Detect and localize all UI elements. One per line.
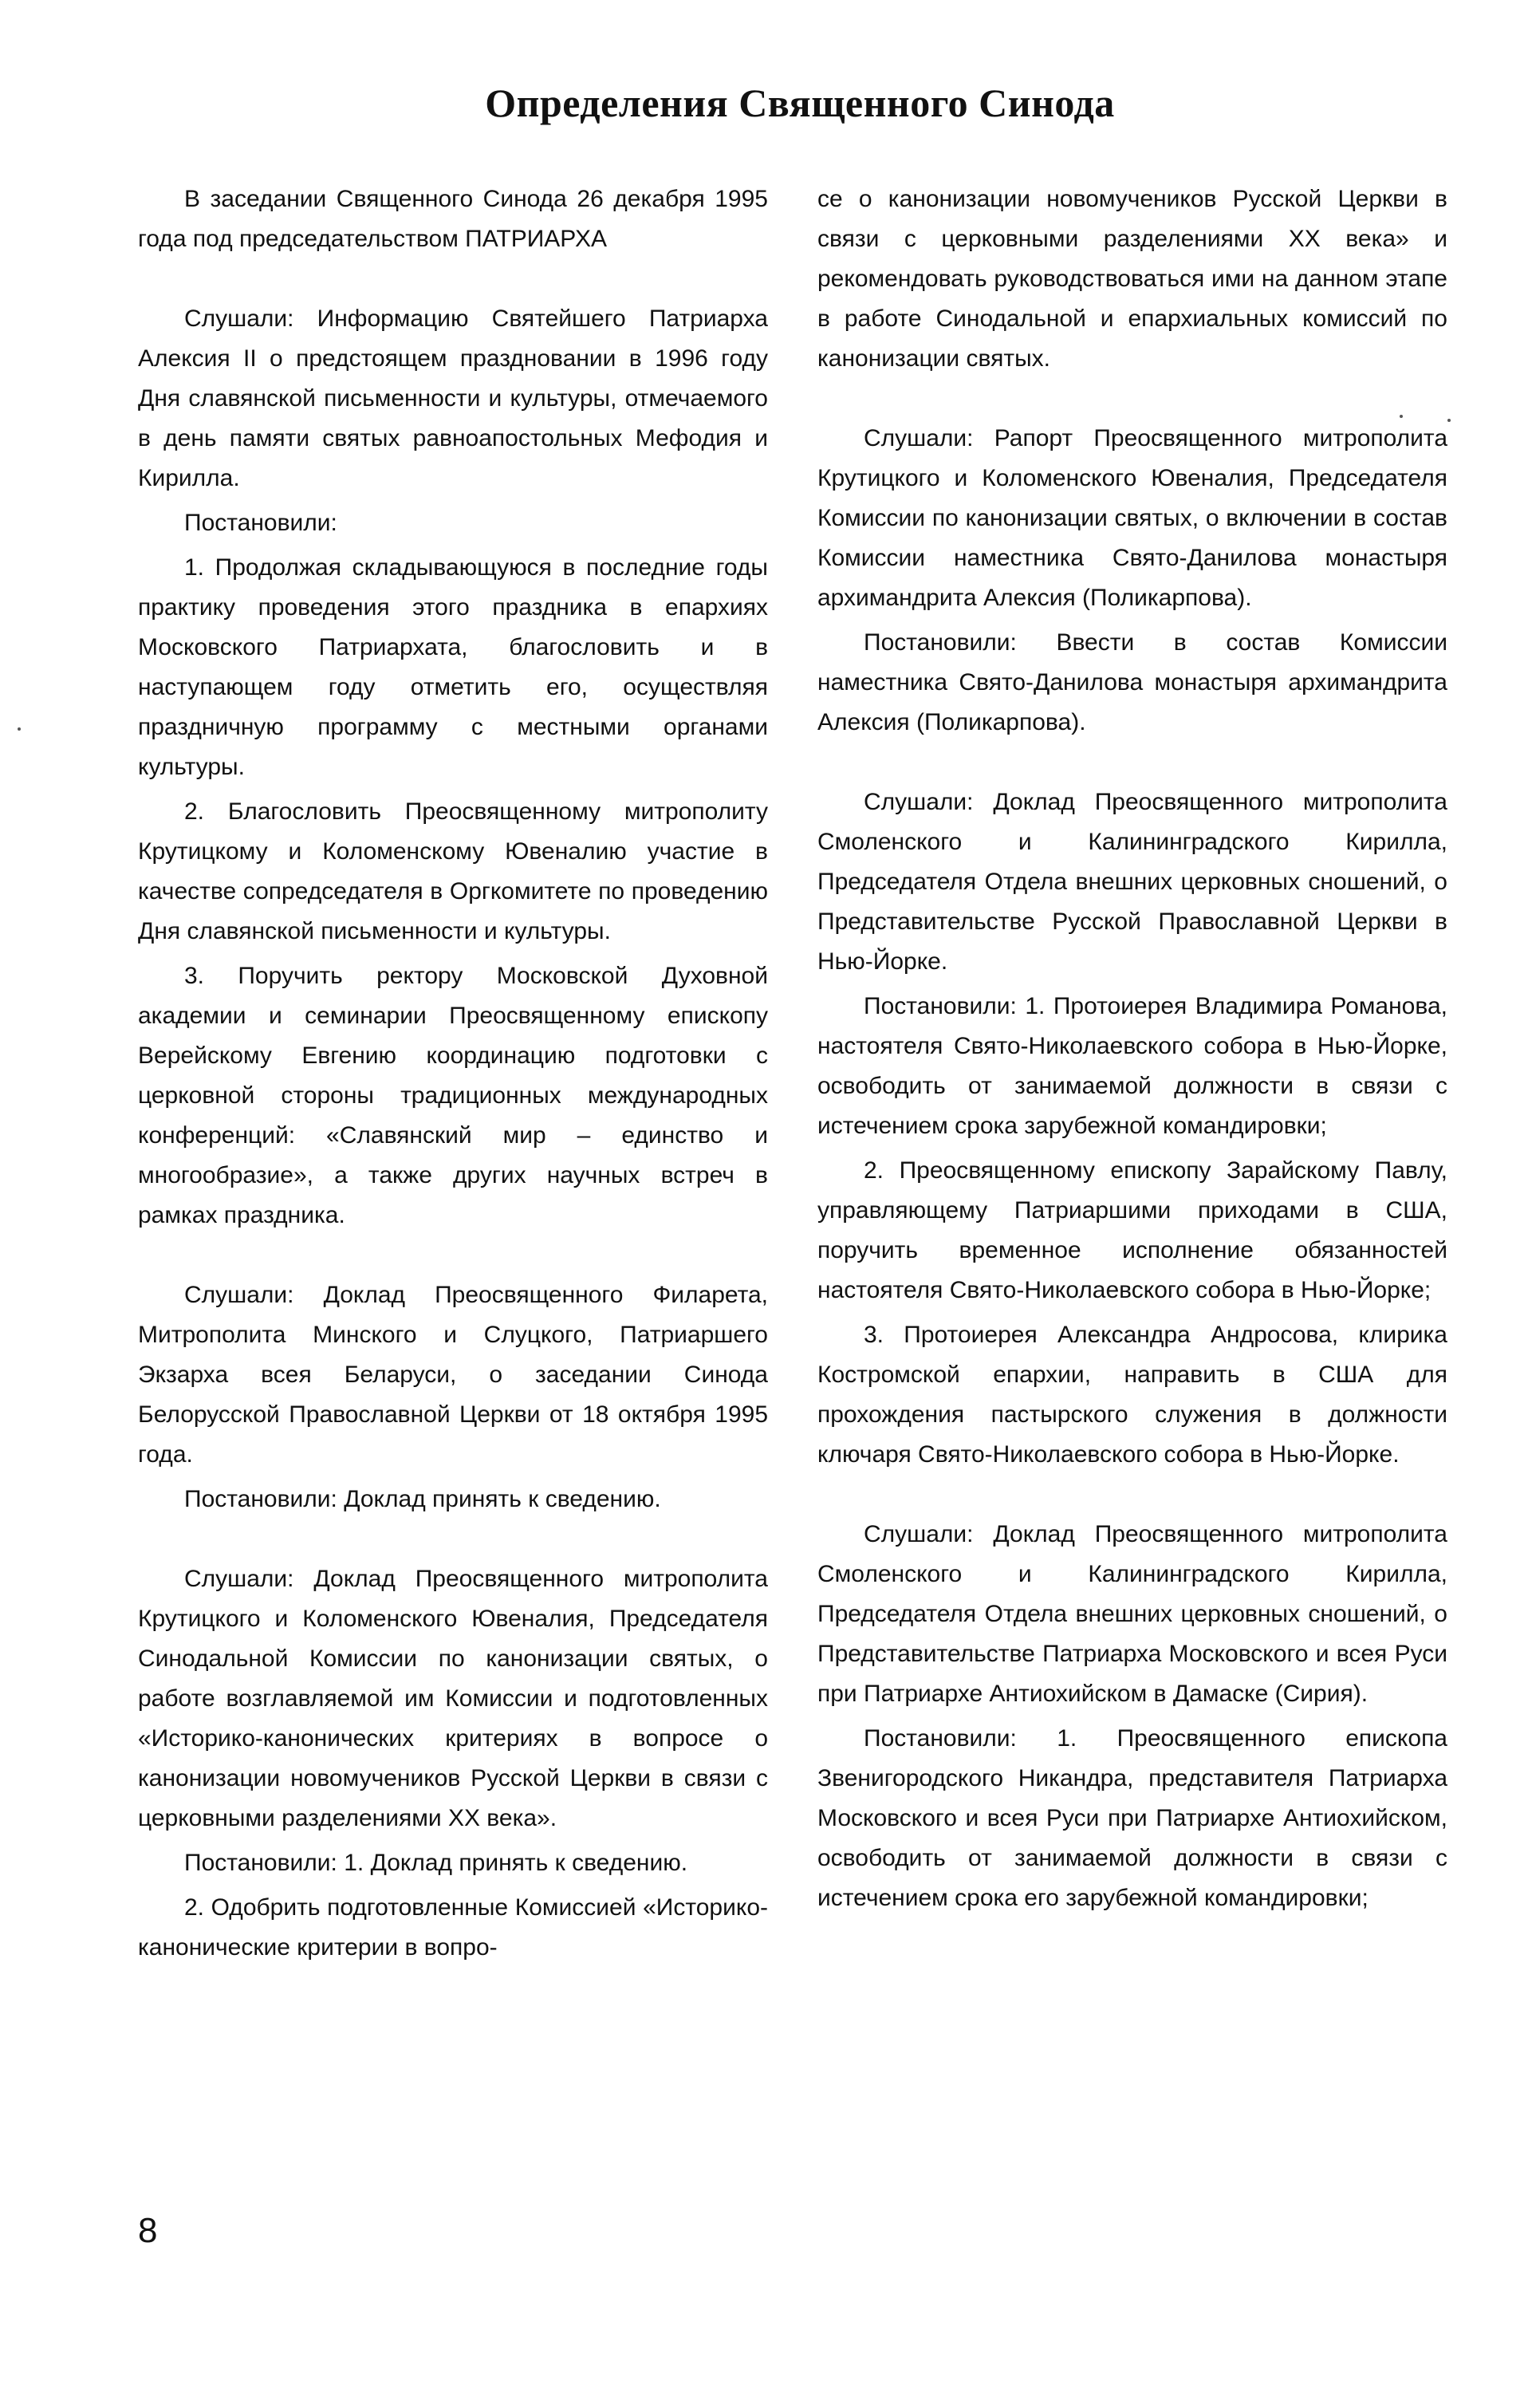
paragraph-resolved-canonization-2: 2. Одобрить подготовленные Комиссией «Историко-канонические критерии в вопро-: [138, 1894, 768, 1961]
paragraph-heard-belarus: Слушали: Доклад Преосвященного Филарета, Митрополита Минского и Слуцкого, Патриаршего Экзарха всея Беларуси, о заседании Синода Белорусской Православной Церкви от 18 октября 1995 года.: [138, 1282, 768, 1468]
scan-speck: [18, 727, 21, 731]
paragraph-resolved-damascus-1: Постановили: 1. Преосвященного епископа Звенигородского Никандра, представителя Патриарха Московского и всея Руси при Патриархе Антиохийском, освободить от занимаемой должности в связи с истечением срока его зарубежной командировки;: [817, 1725, 1447, 1911]
paragraph-heard-slavic-day: Слушали: Информацию Святейшего Патриарха Алексия II о предстоящем праздновании в 1996 году Дня славянской письменности и культуры, отмечаемого в день памяти святых равноапостольных Мефодия и Кирилла.: [138, 305, 768, 491]
paragraph-resolved-belarus: Постановили: Доклад принять к сведению.: [184, 1486, 661, 1512]
page-number: 8: [138, 2211, 158, 2250]
right-column: [817, 179, 1447, 1918]
paragraph-resolved-commission: Постановили: Ввести в состав Комиссии наместника Свято-Данилова монастыря архимандрита Алексия (Поликарпова).: [817, 629, 1447, 735]
paragraph-resolved-canonization-1: Постановили: 1. Доклад принять к сведению.: [184, 1850, 688, 1876]
session-intro: В заседании Священного Синода 26 декабря 1995 года под председательством ПАТРИАРХА: [138, 186, 768, 252]
left-column: [138, 179, 768, 1968]
paragraph-resolved-new-york-1: Постановили: 1. Протоиерея Владимира Романова, настоятеля Свято-Николаевского собора в Нью-Йорке, освободить от занимаемой должности в связи с истечением срока зарубежной командировки;: [817, 993, 1447, 1139]
scan-speck: [1400, 415, 1403, 418]
paragraph-resolution-1: 1. Продолжая складывающуюся в последние годы практику проведения этого праздника в епархиях Московского Патриархата, благословить и в наступающем году отметить его, осуществляя праздничную программу с местными органами культуры.: [138, 554, 768, 780]
paragraph-resolved-label: Постановили:: [184, 510, 337, 536]
page-title: Определения Священного Синода: [485, 81, 1115, 125]
paragraph-heard-damascus: Слушали: Доклад Преосвященного митрополита Смоленского и Калининградского Кирилла, Председателя Отдела внешних церковных сношений, о Представительстве Патриарха Московского и всея Руси при Патриархе Антиохийском в Дамаске (Сирия).: [817, 1521, 1447, 1707]
scan-speck: [1447, 419, 1451, 422]
paragraph-heard-commission-report: Слушали: Рапорт Преосвященного митрополита Крутицкого и Коломенского Ювеналия, Председателя Комиссии по канонизации святых, о включении в состав Комиссии наместника Свято-Данилова монастыря архимандрита Алексия (Поликарпова).: [817, 425, 1447, 611]
paragraph-resolution-3: 3. Поручить ректору Московской Духовной академии и семинарии Преосвященному епископу Верейскому Евгению координацию подготовки с церковной стороны традиционных международных конференций: «Славянский мир – единство и многообразие», а также других научных встреч в рамках праздника.: [138, 963, 768, 1228]
paragraph-heard-canonization: Слушали: Доклад Преосвященного митрополита Крутицкого и Коломенского Ювеналия, Председателя Синодальной Комиссии по канонизации святых, о работе возглавляемой им Комиссии и подготовленных «Историко-канонических критериях в вопросе о канонизации новомучеников Русской Церкви в связи с церковными разделениями XX века».: [138, 1566, 768, 1831]
paragraph-resolved-new-york-3: 3. Протоиерея Александра Андросова, клирика Костромской епархии, направить в США для прохождения пастырского служения в должности ключаря Свято-Николаевского собора в Нью-Йорке.: [817, 1322, 1447, 1468]
paragraph-heard-new-york: Слушали: Доклад Преосвященного митрополита Смоленского и Калининградского Кирилла, Председателя Отдела внешних церковных сношений, о Представительстве Русской Православной Церкви в Нью-Йорке.: [817, 789, 1447, 975]
paragraph-resolved-new-york-2: 2. Преосвященному епископу Зарайскому Павлу, управляющему Патриаршими приходами в США, поручить временное исполнение обязанностей настоятеля Свято-Николаевского собора в Нью-Йорке;: [817, 1157, 1447, 1303]
paragraph-resolution-2: 2. Благословить Преосвященному митрополиту Крутицкому и Коломенскому Ювеналию участие в качестве сопредседателя в Оргкомитете по проведению Дня славянской письменности и культуры.: [138, 798, 768, 944]
paragraph-canonization-continued: се о канонизации новомучеников Русской Церкви в связи с церковными разделениями XX века» и рекомендовать руководствоваться ими на данном этапе в работе Синодальной и епархиальных комиссий по канонизации святых.: [817, 186, 1447, 372]
